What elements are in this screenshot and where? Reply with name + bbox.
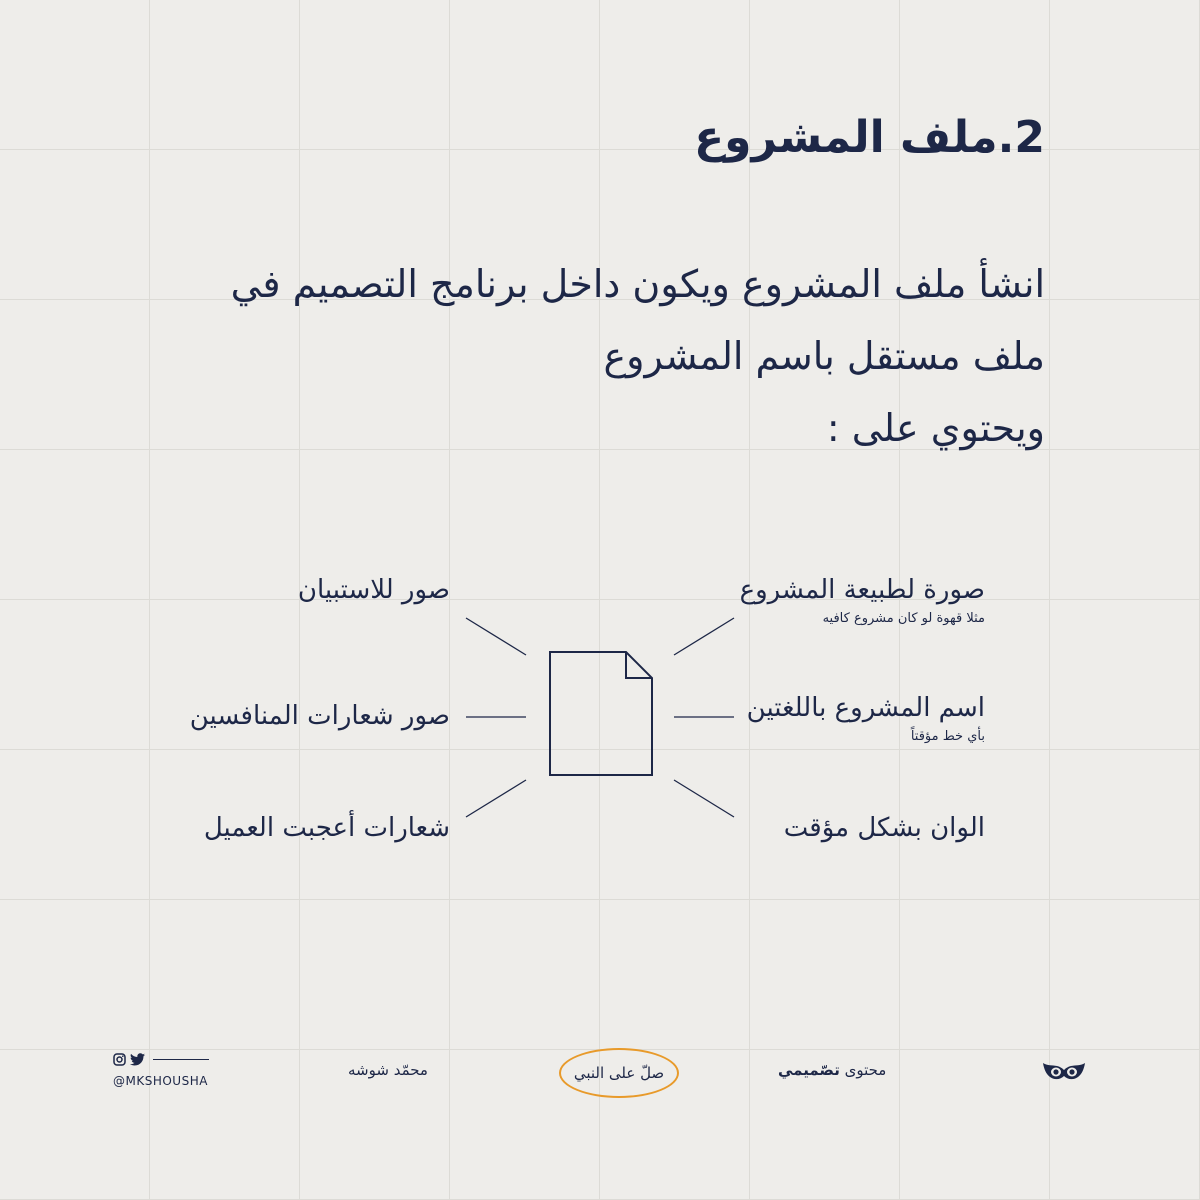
intro-line-3: ويحتوي على : [826,406,1045,450]
item-survey-images [298,570,450,610]
item-competitor-logos-label: صور شعارات المنافسين [189,701,450,731]
blessing-seal-text: صلّ على النبي [573,1064,665,1082]
item-colors [784,808,985,848]
item-project-name [747,688,985,746]
document-icon [550,652,652,775]
social-divider [153,1059,209,1060]
brand-prefix: محتوى [839,1061,887,1079]
item-project-image [740,570,985,628]
blessing-seal [559,1048,679,1098]
item-client-liked-logos [204,808,450,848]
item-project-name-label: اسم المشروع باللغتين [746,693,985,723]
connector-survey-images [466,618,526,655]
social-handle[interactable]: @MKSHOUSHA [113,1074,208,1088]
twitter-icon[interactable] [130,1053,145,1066]
item-colors-label: الوان بشكل مؤقت [783,813,985,843]
item-client-liked-logos-label: شعارات أعجبت العميل [203,813,450,843]
item-project-name-note: بأي خط مؤقتاً [910,729,985,744]
item-project-image-note: مثلا قهوة لو كان مشروع كافيه [822,611,985,626]
item-project-image-label: صورة لطبيعة المشروع [739,575,985,605]
connector-colors [674,780,734,817]
connector-project-image [674,618,734,655]
social-links [113,1053,209,1066]
page-title: 2.ملف المشروع [694,112,1045,163]
item-survey-images-label: صور للاستبيان [297,575,450,605]
owl-eyes-icon [1042,1061,1086,1083]
brand-wordmark [778,1061,886,1079]
connector-client-liked-logos [466,780,526,817]
intro-line-1: انشأ ملف المشروع ويكون داخل برنامج التصميم في [230,262,1045,306]
brand-name: تصّميمي [778,1061,840,1079]
item-competitor-logos [190,696,450,736]
author-name: محمّد شوشه [348,1061,428,1079]
instagram-icon[interactable] [113,1053,126,1066]
intro-line-2: ملف مستقل باسم المشروع [603,334,1045,378]
